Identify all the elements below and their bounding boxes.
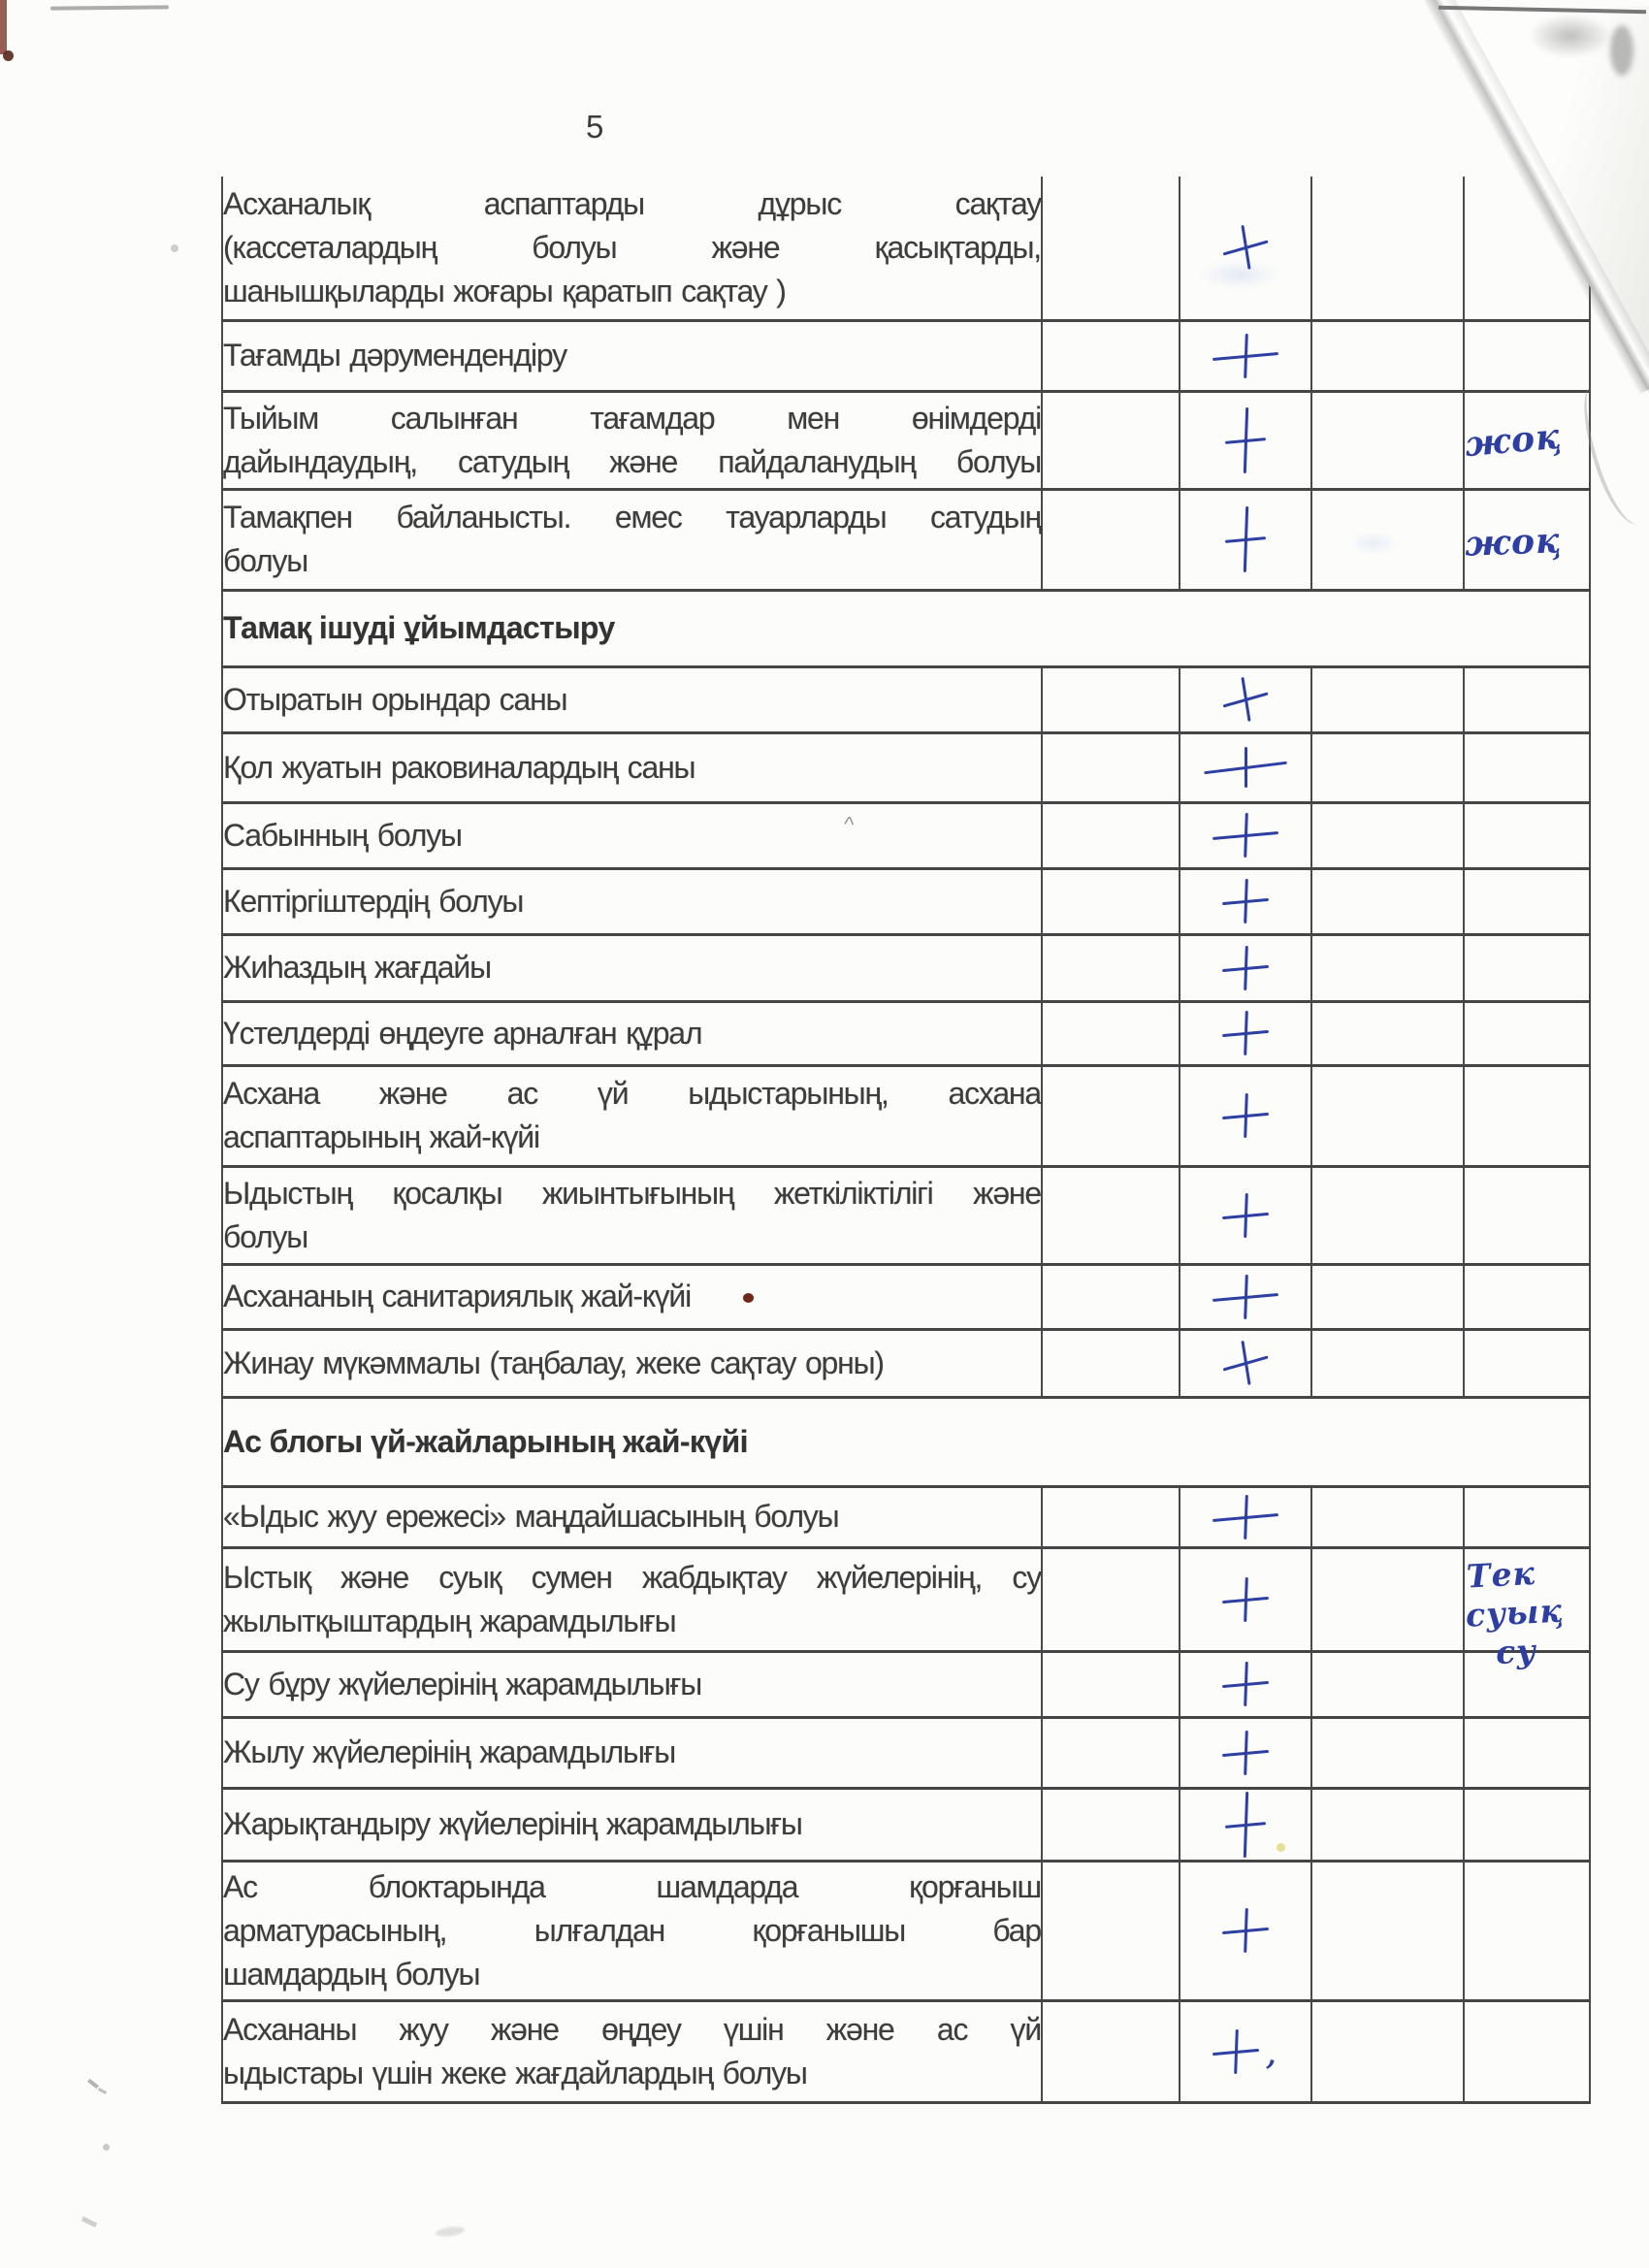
note-cell	[1464, 666, 1590, 732]
empty-cell	[1042, 391, 1180, 489]
mark-cell	[1180, 1486, 1311, 1547]
empty-cell	[1042, 868, 1180, 934]
note-cell	[1464, 320, 1590, 391]
note-cell	[1464, 391, 1590, 489]
section-title: Тамақ ішуді ұйымдастыру	[223, 610, 615, 645]
plus-mark	[1224, 1791, 1267, 1858]
plus-mark	[1221, 1661, 1270, 1707]
mark-wrapper	[1180, 2029, 1310, 2074]
criteria-text-cell	[222, 666, 1042, 732]
mark-cell	[1180, 177, 1311, 320]
mark-cell	[1180, 868, 1311, 934]
note-cell	[1464, 2000, 1590, 2102]
empty-cell	[1311, 1861, 1464, 2000]
empty-cell	[1042, 489, 1180, 590]
empty-cell	[1311, 391, 1464, 489]
mark-cell	[1180, 1329, 1311, 1397]
empty-cell	[1042, 320, 1180, 391]
scan-artifact-dash	[50, 5, 169, 10]
criteria-line: болуы	[223, 543, 308, 578]
empty-cell	[1042, 934, 1180, 1001]
note-cell	[1464, 1717, 1590, 1788]
criteria-line: Су бұру жүйелерінің жарамдылығы	[223, 1666, 702, 1701]
scan-speck	[436, 2225, 466, 2238]
criteria-row	[222, 1001, 1590, 1065]
note-cell	[1464, 1547, 1590, 1671]
handwritten-note-line: су	[1495, 1631, 1537, 1671]
empty-cell	[1311, 1717, 1464, 1788]
empty-cell	[1311, 1166, 1464, 1264]
scan-artifact-dot	[3, 50, 14, 61]
handwritten-note-line: суық	[1465, 1590, 1565, 1635]
section-title: Ас блогы үй-жайларының жай-күйі	[223, 1423, 748, 1459]
mark-cell	[1180, 1651, 1311, 1717]
note-cell	[1464, 1264, 1590, 1329]
plus-mark	[1221, 1576, 1270, 1623]
criteria-line: дайындаудың, сатудың және пайдаланудың болуы	[223, 443, 1041, 479]
criteria-line: Кептіргіштердің болуы	[223, 883, 524, 919]
scan-speck	[171, 244, 178, 252]
mark-cell	[1180, 1717, 1311, 1788]
note-cell	[1464, 1486, 1590, 1547]
scan-speck	[1277, 1843, 1285, 1852]
mark-wrapper	[1180, 813, 1310, 858]
section-cell	[222, 1397, 1590, 1486]
criteria-text-cell	[222, 1861, 1042, 2000]
empty-cell	[1311, 177, 1464, 320]
mark-wrapper	[1180, 879, 1310, 923]
plus-mark	[1217, 672, 1273, 727]
mark-wrapper	[1180, 1275, 1310, 1319]
criteria-row	[222, 1861, 1590, 2000]
table-body	[222, 177, 1590, 2102]
mark-cell	[1180, 320, 1311, 391]
plus-mark	[1221, 1192, 1270, 1239]
plus-mark	[1221, 1730, 1270, 1776]
plus-mark	[1212, 1273, 1279, 1319]
plus-mark	[1212, 1493, 1279, 1539]
criteria-line: Үстелдерді өңдеуге арналған құрал	[223, 1015, 702, 1051]
empty-cell	[1042, 1001, 1180, 1065]
criteria-line: шамдардың болуы	[223, 1956, 480, 1992]
mark-wrapper	[1180, 1662, 1310, 1706]
empty-cell	[1311, 1264, 1464, 1329]
note-cell	[1464, 1788, 1590, 1861]
plus-mark	[1212, 332, 1279, 378]
criteria-line: Тағамды дәрумендендіру	[223, 338, 566, 373]
criteria-text-cell	[222, 2000, 1042, 2102]
empty-cell	[1311, 666, 1464, 732]
criteria-row	[222, 320, 1590, 391]
mark-cell	[1180, 391, 1311, 489]
criteria-row	[222, 391, 1590, 489]
section-cell	[222, 590, 1590, 666]
plus-mark	[1224, 505, 1267, 572]
criteria-row	[222, 1329, 1590, 1397]
empty-cell	[1042, 1166, 1180, 1264]
criteria-line: ыдыстары үшін жеке жағдайлардың болуы	[223, 2055, 807, 2090]
empty-cell	[1042, 2000, 1180, 2102]
mark-cell	[1180, 1166, 1311, 1264]
plus-mark	[1212, 812, 1279, 859]
mark-wrapper	[1180, 334, 1310, 378]
note-cell	[1464, 1065, 1590, 1166]
criteria-text-cell	[222, 1001, 1042, 1065]
mark-cell	[1180, 1264, 1311, 1329]
mark-wrapper	[1180, 1495, 1310, 1539]
empty-cell	[1311, 1788, 1464, 1861]
criteria-row	[222, 1486, 1590, 1547]
empty-cell	[1042, 1861, 1180, 2000]
criteria-text-cell	[222, 868, 1042, 934]
mark-wrapper	[1180, 1792, 1310, 1858]
criteria-text-cell	[222, 1788, 1042, 1861]
empty-cell	[1311, 1065, 1464, 1166]
plus-mark	[1221, 945, 1270, 991]
section-row	[222, 1397, 1590, 1486]
mark-wrapper	[1180, 1193, 1310, 1238]
note-cell	[1464, 934, 1590, 1001]
criteria-line: Асхана және ас үй ыдыстарының, асхана	[223, 1076, 1041, 1111]
criteria-line: жылытқыштардың жарамдылығы	[223, 1603, 676, 1638]
criteria-line: (кассеталардың болуы және қасықтарды,	[223, 229, 1041, 265]
plus-mark	[1221, 1092, 1270, 1139]
empty-cell	[1042, 666, 1180, 732]
plus-mark	[1212, 2028, 1260, 2075]
empty-cell	[1042, 1065, 1180, 1166]
criteria-line: арматурасының, ылғалдан қорғанышы бар	[223, 1912, 1041, 1948]
mark-wrapper	[1180, 506, 1310, 572]
empty-cell	[1311, 802, 1464, 868]
criteria-line: Тамақпен байланысты. емес тауарларды сатудың	[223, 500, 1041, 535]
ink-comma-mark: ,	[1263, 2027, 1282, 2075]
mark-wrapper	[1180, 1011, 1310, 1055]
criteria-row	[222, 1264, 1590, 1329]
criteria-line: Асхананы жуу және өңдеу үшін және ас үй	[223, 2011, 1041, 2047]
criteria-text-cell	[222, 1065, 1042, 1166]
empty-cell	[1042, 1329, 1180, 1397]
empty-cell	[1311, 934, 1464, 1001]
empty-cell	[1311, 1486, 1464, 1547]
criteria-text-cell	[222, 1717, 1042, 1788]
stray-pencil-mark: ^	[843, 811, 856, 836]
criteria-line: Отыратын орындар саны	[223, 681, 567, 717]
ink-smudge	[1199, 260, 1280, 289]
criteria-row	[222, 2000, 1590, 2102]
criteria-text-cell	[222, 934, 1042, 1001]
criteria-row	[222, 934, 1590, 1001]
criteria-text-cell	[222, 732, 1042, 802]
criteria-text-cell	[222, 391, 1042, 489]
criteria-text-cell	[222, 1329, 1042, 1397]
scan-speck	[87, 2079, 99, 2090]
plus-mark	[1224, 406, 1267, 473]
criteria-text-cell	[222, 802, 1042, 868]
empty-cell	[1042, 732, 1180, 802]
scan-smudge	[1610, 25, 1633, 76]
mark-wrapper	[1180, 1908, 1310, 1953]
mark-wrapper	[1180, 946, 1310, 990]
handwritten-note: жоқ	[1464, 520, 1563, 565]
empty-cell	[1042, 1547, 1180, 1651]
scan-speck	[98, 2088, 107, 2094]
inspection-checklist-table	[221, 177, 1591, 2104]
empty-cell	[1311, 1651, 1464, 1717]
scan-artifact-edge	[0, 0, 7, 54]
note-cell	[1464, 489, 1590, 590]
empty-cell	[1042, 802, 1180, 868]
mark-wrapper	[1180, 747, 1310, 788]
plus-mark	[1221, 1010, 1270, 1056]
ink-dot	[743, 1293, 754, 1303]
empty-cell	[1311, 868, 1464, 934]
page-number: 5	[586, 109, 604, 145]
criteria-row	[222, 1788, 1590, 1861]
mark-cell	[1180, 802, 1311, 868]
note-cell	[1464, 732, 1590, 802]
criteria-line: болуы	[223, 1218, 308, 1254]
empty-cell	[1042, 1717, 1180, 1788]
plus-mark	[1217, 1336, 1273, 1390]
criteria-row	[222, 732, 1590, 802]
mark-wrapper	[1180, 677, 1310, 722]
criteria-line: аспаптарының жай-күйі	[223, 1119, 539, 1154]
mark-wrapper	[1180, 407, 1310, 473]
plus-mark	[1221, 1907, 1270, 1954]
criteria-line: Жиһаздың жағдайы	[223, 950, 491, 985]
plus-mark	[1203, 744, 1289, 791]
criteria-text-cell	[222, 489, 1042, 590]
criteria-row	[222, 666, 1590, 732]
section-row	[222, 590, 1590, 666]
scan-smudge	[1529, 14, 1612, 58]
criteria-line: Жинау мүкәммалы (таңбалау, жеке сақтау орны)	[223, 1345, 884, 1380]
criteria-text-cell	[222, 1547, 1042, 1651]
empty-cell	[1311, 732, 1464, 802]
note-cell	[1464, 1329, 1590, 1397]
mark-cell	[1180, 1861, 1311, 2000]
mark-wrapper	[1180, 1577, 1310, 1622]
note-cell	[1464, 802, 1590, 868]
note-cell	[1464, 868, 1590, 934]
criteria-line: Қол жуатын раковиналардың саны	[223, 749, 695, 785]
mark-cell	[1180, 1547, 1311, 1651]
criteria-line: Асхананың санитариялық жай-күйі	[223, 1275, 1041, 1318]
criteria-row	[222, 1065, 1590, 1166]
criteria-row	[222, 1547, 1590, 1651]
empty-cell	[1311, 1329, 1464, 1397]
empty-cell	[1311, 1547, 1464, 1651]
criteria-line: Жылу жүйелерінің жарамдылығы	[223, 1734, 676, 1769]
criteria-row	[222, 868, 1590, 934]
criteria-text-cell	[222, 1486, 1042, 1547]
criteria-line: Жарықтандыру жүйелерінің жарамдылығы	[223, 1806, 802, 1841]
criteria-row	[222, 1166, 1590, 1264]
mark-wrapper	[1180, 1731, 1310, 1775]
ink-smudge	[1348, 532, 1399, 555]
mark-cell	[1180, 2000, 1311, 2102]
criteria-line: Асханалық аспаптарды дұрыс сақтау	[223, 185, 1041, 221]
empty-cell	[1042, 1486, 1180, 1547]
plus-mark	[1221, 878, 1270, 924]
criteria-text-cell	[222, 1264, 1042, 1329]
criteria-line: шанышқыларды жоғары қаратып сақтау )	[223, 273, 786, 308]
note-cell	[1464, 1861, 1590, 2000]
empty-cell	[1042, 1651, 1180, 1717]
criteria-row	[222, 1717, 1590, 1788]
criteria-line: Сабынның болуы	[223, 817, 462, 853]
empty-cell	[1311, 320, 1464, 391]
empty-cell	[1042, 177, 1180, 320]
handwritten-note: жоқ	[1463, 415, 1563, 465]
mark-cell	[1180, 1065, 1311, 1166]
criteria-line: Ыстық және суық сумен жабдықтау жүйелерінің, су	[223, 1559, 1041, 1595]
mark-cell	[1180, 1001, 1311, 1065]
scan-speck	[81, 2217, 98, 2228]
empty-cell	[1311, 1001, 1464, 1065]
criteria-text-cell	[222, 1166, 1042, 1264]
criteria-text-cell	[222, 177, 1042, 320]
criteria-line: Ас блоктарында шамдарда қорғаныш	[223, 1868, 1041, 1904]
handwritten-note-line: Тек	[1465, 1553, 1536, 1596]
mark-cell	[1180, 732, 1311, 802]
criteria-text-cell	[222, 1651, 1042, 1717]
mark-cell	[1180, 666, 1311, 732]
handwritten-note	[1466, 1552, 1567, 1673]
criteria-row	[222, 1651, 1590, 1717]
criteria-row	[222, 177, 1590, 320]
criteria-line: Ыдыстың қосалқы жиынтығының жеткіліктілігі және	[223, 1175, 1041, 1211]
criteria-line: «Ыдыс жуу ережесі» маңдайшасының болуы	[223, 1499, 839, 1534]
mark-cell	[1180, 1788, 1311, 1861]
empty-cell	[1042, 1264, 1180, 1329]
empty-cell	[1311, 2000, 1464, 2102]
note-cell	[1464, 1166, 1590, 1264]
criteria-text-cell	[222, 320, 1042, 391]
mark-wrapper	[1180, 1341, 1310, 1385]
empty-cell	[1042, 1788, 1180, 1861]
criteria-row	[222, 802, 1590, 868]
mark-wrapper	[1180, 1093, 1310, 1138]
mark-cell	[1180, 489, 1311, 590]
mark-cell	[1180, 934, 1311, 1001]
scan-speck	[103, 2144, 110, 2151]
note-cell	[1464, 1001, 1590, 1065]
criteria-line: Тыйым салынған тағамдар мен өнімдерді	[223, 400, 1041, 436]
